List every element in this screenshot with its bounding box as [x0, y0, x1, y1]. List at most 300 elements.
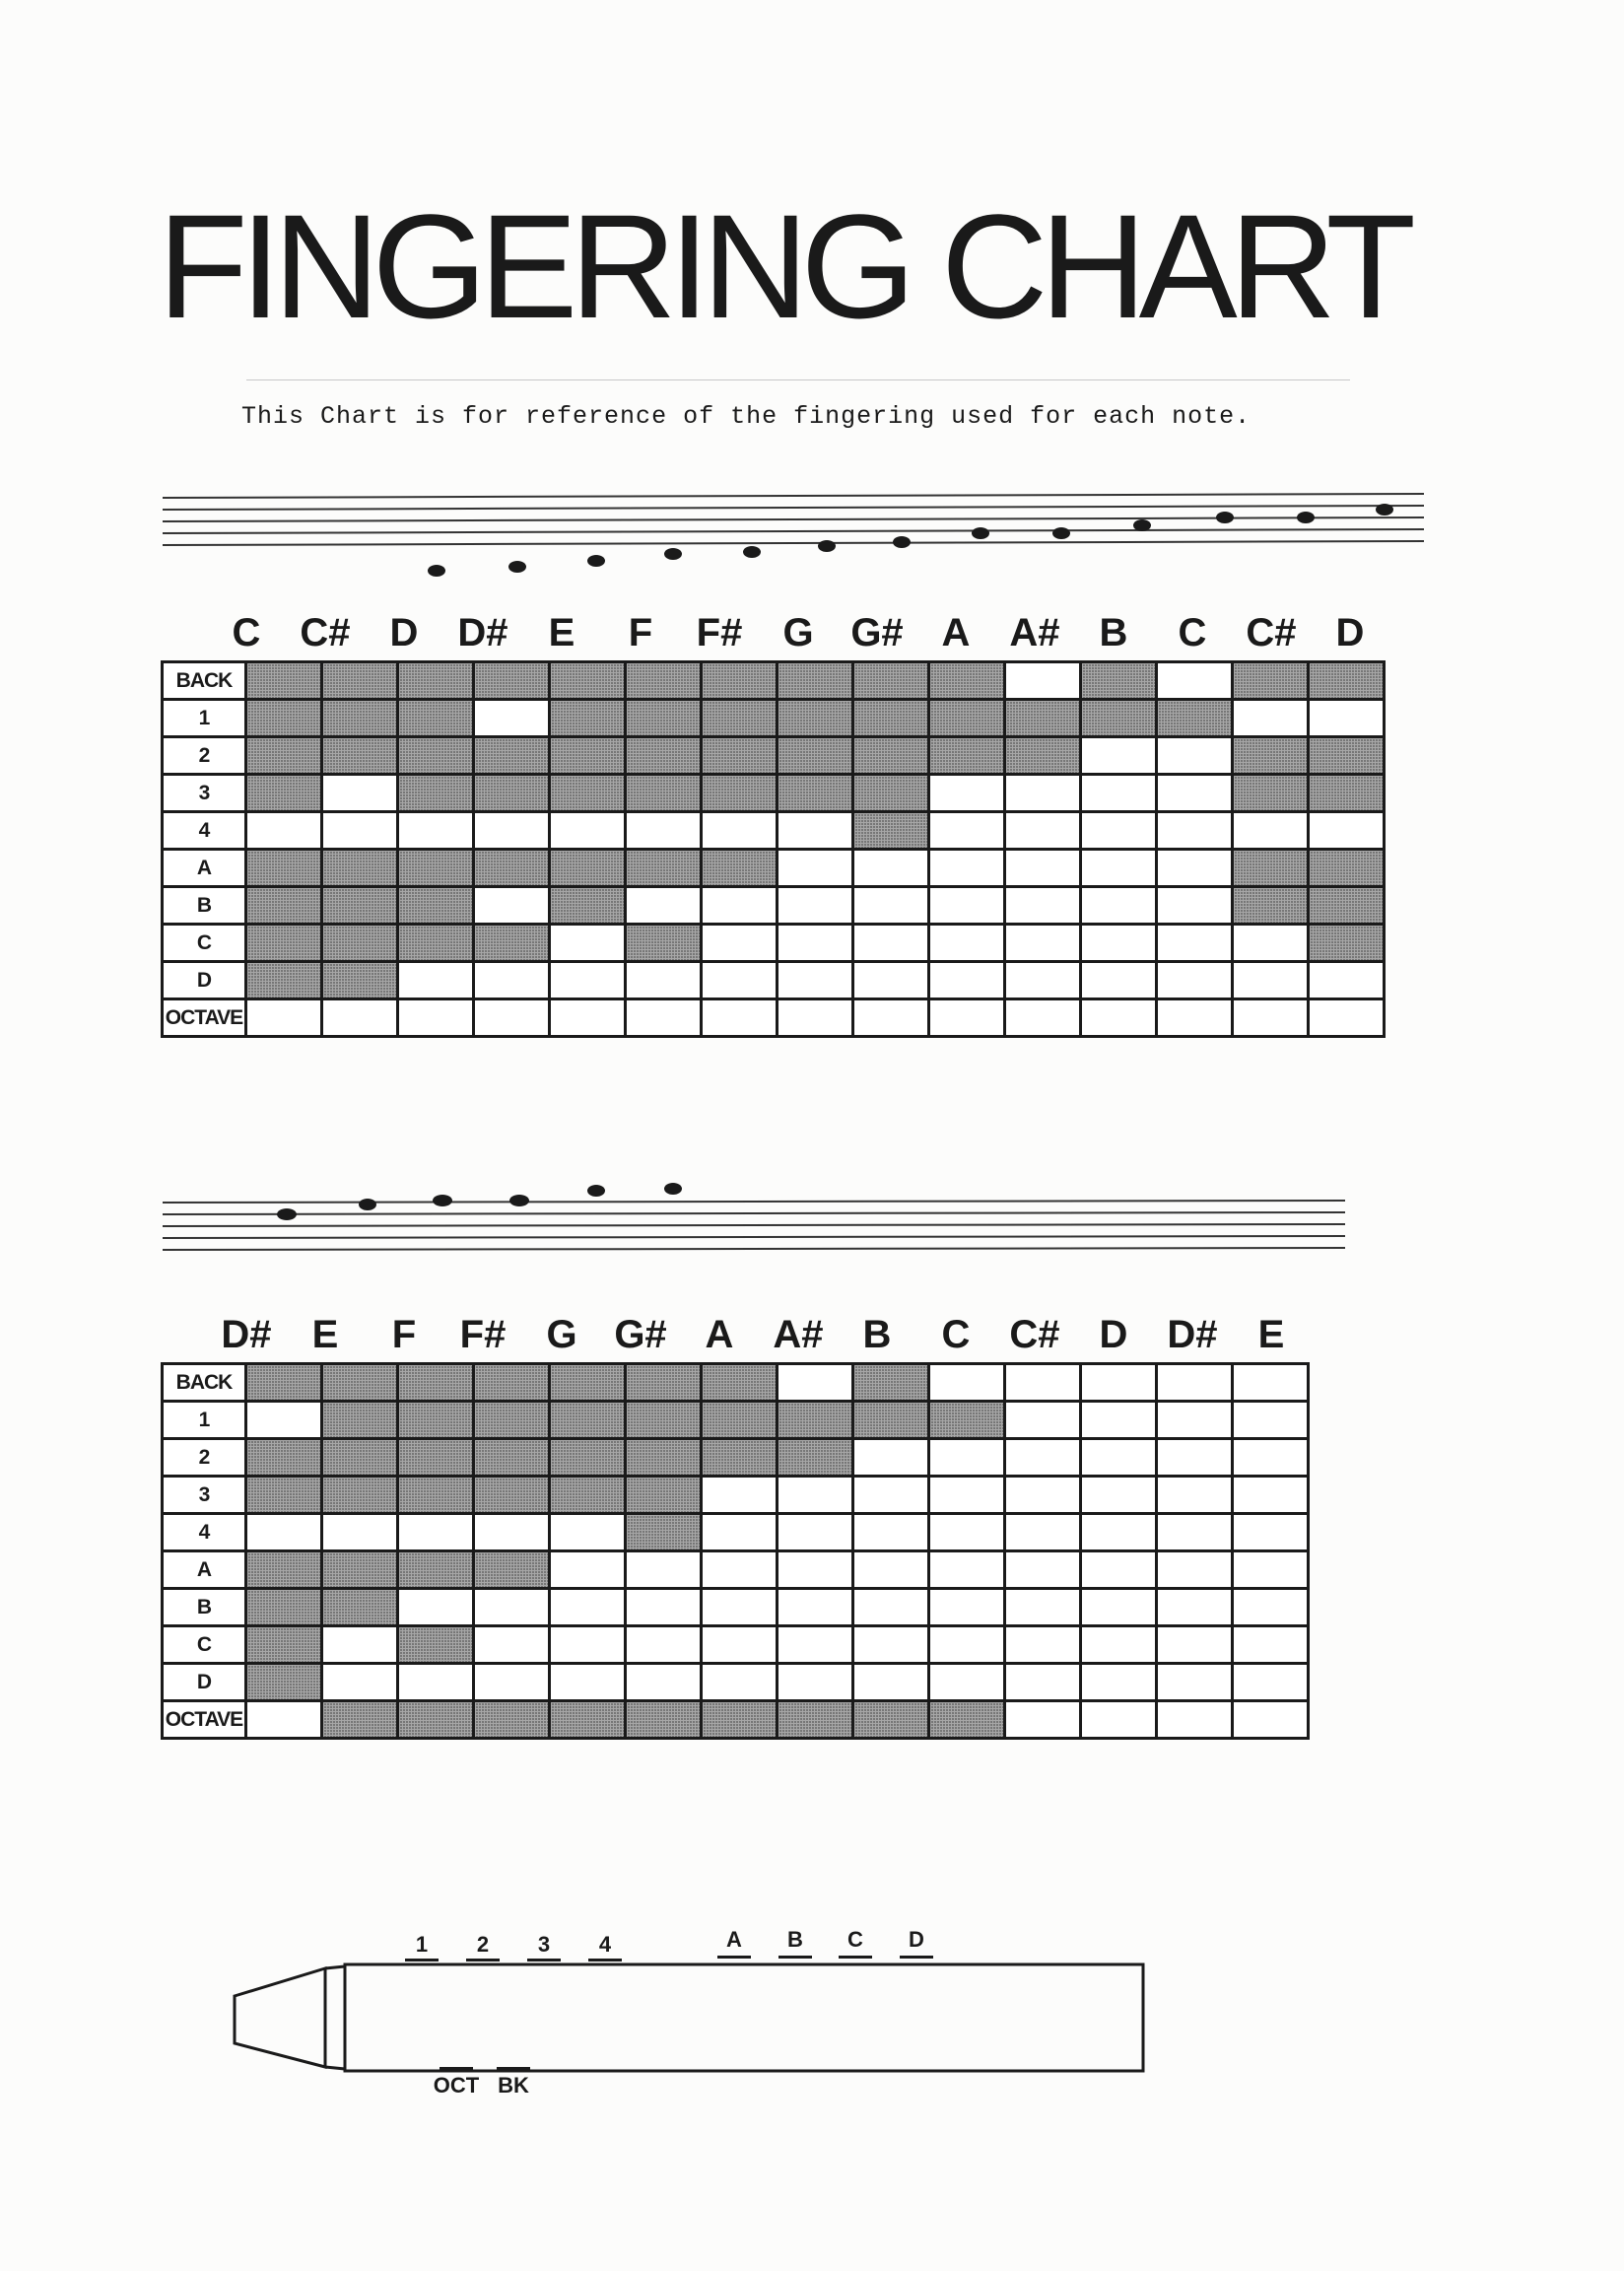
- cell-open: [853, 1551, 929, 1589]
- cell-closed: [702, 737, 778, 775]
- hole-mark: [778, 1956, 812, 1959]
- cell-open: [626, 1626, 702, 1664]
- cell-open: [1157, 1551, 1233, 1589]
- cell-closed: [626, 1402, 702, 1439]
- row-label: 2: [163, 1439, 246, 1477]
- row-label: A: [163, 1551, 246, 1589]
- hole-label: A: [726, 1927, 742, 1952]
- cell-open: [853, 887, 929, 925]
- cell-open: [398, 1664, 474, 1701]
- cell-closed: [702, 1402, 778, 1439]
- cell-closed: [626, 700, 702, 737]
- cell-closed: [246, 1477, 322, 1514]
- cell-open: [702, 1514, 778, 1551]
- cell-open: [1005, 662, 1081, 700]
- cell-open: [1081, 925, 1157, 962]
- cell-closed: [322, 1477, 398, 1514]
- hole-label: 2: [476, 1932, 490, 1957]
- row-label: OCTAVE: [163, 999, 246, 1037]
- cell-closed: [474, 850, 550, 887]
- note-head: [1297, 512, 1315, 523]
- cell-open: [1157, 1514, 1233, 1551]
- note-name: D#: [457, 611, 508, 654]
- cell-open: [1233, 812, 1309, 850]
- cell-closed: [1233, 850, 1309, 887]
- cell-open: [1233, 925, 1309, 962]
- cell-closed: [474, 775, 550, 812]
- cell-open: [778, 887, 853, 925]
- cell-closed: [322, 737, 398, 775]
- cell-open: [626, 999, 702, 1037]
- cell-open: [1005, 1402, 1081, 1439]
- hole-label: OCT: [433, 2073, 480, 2098]
- cell-closed: [398, 1402, 474, 1439]
- cell-open: [1233, 1589, 1309, 1626]
- note-name: E: [1257, 1313, 1285, 1356]
- note-name: C#: [300, 611, 351, 654]
- table-row: [163, 1589, 1309, 1626]
- cell-open: [1081, 850, 1157, 887]
- note-name: A: [941, 611, 971, 654]
- cell-open: [1157, 1402, 1233, 1439]
- table-row: [163, 1664, 1309, 1701]
- cell-open: [322, 812, 398, 850]
- cell-open: [778, 962, 853, 999]
- cell-open: [929, 925, 1005, 962]
- cell-open: [702, 1551, 778, 1589]
- note-name: E: [548, 611, 575, 654]
- cell-closed: [474, 1701, 550, 1739]
- cell-closed: [1005, 737, 1081, 775]
- cell-open: [1005, 1701, 1081, 1739]
- cell-closed: [398, 1439, 474, 1477]
- cell-closed: [1233, 887, 1309, 925]
- note-name: A: [705, 1313, 734, 1356]
- cell-closed: [929, 1701, 1005, 1739]
- cell-closed: [246, 887, 322, 925]
- table-row: [163, 1514, 1309, 1551]
- cell-closed: [702, 775, 778, 812]
- cell-open: [550, 1626, 626, 1664]
- hole-mark: [527, 1959, 561, 1961]
- cell-closed: [1309, 737, 1385, 775]
- fingering-table-1: [161, 660, 1386, 1038]
- cell-closed: [550, 662, 626, 700]
- note-head: [509, 1195, 529, 1206]
- table-row: [163, 1551, 1309, 1589]
- note-name: A#: [773, 1313, 824, 1356]
- cell-open: [1157, 1364, 1233, 1402]
- cell-open: [550, 812, 626, 850]
- cell-closed: [474, 662, 550, 700]
- cell-open: [1081, 1701, 1157, 1739]
- cell-closed: [322, 662, 398, 700]
- cell-closed: [474, 1439, 550, 1477]
- note-name: F#: [696, 611, 743, 654]
- cell-closed: [322, 1402, 398, 1439]
- table-row: [163, 1477, 1309, 1514]
- hole-mark: [405, 1959, 439, 1961]
- cell-open: [1157, 962, 1233, 999]
- cell-open: [853, 1664, 929, 1701]
- note-names-2: [221, 1313, 1377, 1362]
- cell-open: [1233, 1701, 1309, 1739]
- hole-mark: [466, 1959, 500, 1961]
- cell-open: [1081, 737, 1157, 775]
- cell-open: [1157, 1701, 1233, 1739]
- cell-open: [1005, 925, 1081, 962]
- cell-open: [702, 925, 778, 962]
- cell-open: [1157, 737, 1233, 775]
- cell-closed: [778, 1701, 853, 1739]
- cell-closed: [246, 700, 322, 737]
- cell-open: [1157, 925, 1233, 962]
- cell-open: [398, 962, 474, 999]
- hole-label: B: [787, 1927, 803, 1952]
- cell-open: [1005, 1364, 1081, 1402]
- cell-closed: [398, 925, 474, 962]
- cell-open: [474, 812, 550, 850]
- cell-closed: [626, 1477, 702, 1514]
- cell-closed: [853, 662, 929, 700]
- cell-open: [929, 1439, 1005, 1477]
- note-head: [893, 536, 911, 548]
- hole-mark: [497, 2067, 530, 2070]
- cell-open: [550, 1664, 626, 1701]
- cell-open: [1005, 1514, 1081, 1551]
- cell-open: [778, 999, 853, 1037]
- cell-closed: [398, 700, 474, 737]
- note-name: C: [1178, 611, 1207, 654]
- cell-closed: [246, 1626, 322, 1664]
- cell-open: [398, 1589, 474, 1626]
- row-label: D: [163, 962, 246, 999]
- cell-open: [702, 1589, 778, 1626]
- cell-closed: [474, 1364, 550, 1402]
- cell-closed: [1309, 662, 1385, 700]
- cell-open: [322, 999, 398, 1037]
- hole-mark: [900, 1956, 933, 1959]
- cell-closed: [246, 1364, 322, 1402]
- cell-closed: [246, 662, 322, 700]
- note-head: [1216, 512, 1234, 523]
- cell-closed: [626, 775, 702, 812]
- cell-closed: [702, 700, 778, 737]
- cell-open: [398, 1514, 474, 1551]
- cell-closed: [626, 925, 702, 962]
- cell-open: [1005, 1589, 1081, 1626]
- cell-open: [853, 1477, 929, 1514]
- cell-open: [929, 1589, 1005, 1626]
- note-name: F#: [459, 1313, 507, 1356]
- note-head: [743, 546, 761, 558]
- cell-open: [626, 887, 702, 925]
- row-label: 2: [163, 737, 246, 775]
- cell-open: [778, 812, 853, 850]
- note-name: D#: [1167, 1313, 1218, 1356]
- hole-mark: [588, 1959, 622, 1961]
- cell-open: [1157, 999, 1233, 1037]
- cell-open: [1081, 1551, 1157, 1589]
- cell-open: [929, 887, 1005, 925]
- table-row: [163, 662, 1385, 700]
- title-rule: [246, 379, 1350, 380]
- cell-closed: [398, 850, 474, 887]
- row-label: BACK: [163, 662, 246, 700]
- note-head: [1376, 504, 1393, 516]
- cell-open: [246, 999, 322, 1037]
- cell-open: [474, 962, 550, 999]
- cell-closed: [550, 1439, 626, 1477]
- note-name: C: [232, 611, 261, 654]
- cell-open: [474, 887, 550, 925]
- cell-closed: [398, 1551, 474, 1589]
- note-name: G: [546, 1313, 577, 1356]
- cell-open: [1081, 1402, 1157, 1439]
- cell-closed: [322, 1701, 398, 1739]
- cell-closed: [778, 737, 853, 775]
- table-row: [163, 1439, 1309, 1477]
- cell-closed: [398, 775, 474, 812]
- cell-open: [1233, 1664, 1309, 1701]
- note-name: C#: [1009, 1313, 1060, 1356]
- table-row: [163, 1402, 1309, 1439]
- note-head: [359, 1199, 376, 1210]
- cell-open: [398, 999, 474, 1037]
- table-row: [163, 925, 1385, 962]
- cell-open: [474, 1589, 550, 1626]
- table-row: [163, 737, 1385, 775]
- note-name: C: [941, 1313, 971, 1356]
- cell-open: [1081, 1626, 1157, 1664]
- cell-open: [1081, 999, 1157, 1037]
- cell-open: [1233, 1626, 1309, 1664]
- cell-closed: [929, 700, 1005, 737]
- cell-open: [1081, 962, 1157, 999]
- cell-closed: [702, 1701, 778, 1739]
- cell-closed: [626, 850, 702, 887]
- note-head: [433, 1195, 452, 1206]
- cell-open: [322, 1514, 398, 1551]
- cell-open: [1081, 1439, 1157, 1477]
- note-name: G#: [850, 611, 904, 654]
- cell-open: [702, 1626, 778, 1664]
- cell-open: [1157, 887, 1233, 925]
- cell-open: [1233, 962, 1309, 999]
- cell-open: [1157, 850, 1233, 887]
- cell-closed: [246, 1664, 322, 1701]
- note-name: F: [628, 611, 653, 654]
- cell-open: [853, 1439, 929, 1477]
- cell-closed: [778, 700, 853, 737]
- cell-open: [474, 1514, 550, 1551]
- table-row: [163, 850, 1385, 887]
- cell-open: [1005, 962, 1081, 999]
- hole-label: C: [847, 1927, 863, 1952]
- cell-closed: [626, 662, 702, 700]
- cell-closed: [398, 1477, 474, 1514]
- cell-open: [929, 1477, 1005, 1514]
- table-row: [163, 1364, 1309, 1402]
- row-label: D: [163, 1664, 246, 1701]
- cell-closed: [1309, 850, 1385, 887]
- note-name: D: [1099, 1313, 1128, 1356]
- cell-open: [1081, 1589, 1157, 1626]
- cell-closed: [778, 1439, 853, 1477]
- instrument-outline: [227, 1947, 1173, 2095]
- cell-closed: [853, 1402, 929, 1439]
- cell-open: [853, 999, 929, 1037]
- note-name: D: [389, 611, 419, 654]
- cell-closed: [853, 737, 929, 775]
- cell-open: [929, 1364, 1005, 1402]
- cell-closed: [550, 1364, 626, 1402]
- cell-open: [322, 775, 398, 812]
- note-head: [277, 1208, 297, 1220]
- cell-open: [853, 1626, 929, 1664]
- note-name: A#: [1009, 611, 1060, 654]
- cell-closed: [702, 662, 778, 700]
- cell-open: [626, 1589, 702, 1626]
- cell-closed: [626, 737, 702, 775]
- cell-open: [1157, 1589, 1233, 1626]
- cell-open: [1005, 1664, 1081, 1701]
- cell-open: [1005, 850, 1081, 887]
- row-label: B: [163, 1589, 246, 1626]
- cell-closed: [246, 962, 322, 999]
- table-row: [163, 1701, 1309, 1739]
- cell-closed: [322, 962, 398, 999]
- cell-closed: [626, 1439, 702, 1477]
- cell-open: [1157, 1439, 1233, 1477]
- cell-closed: [778, 1402, 853, 1439]
- cell-open: [929, 1514, 1005, 1551]
- cell-open: [1157, 775, 1233, 812]
- cell-open: [474, 999, 550, 1037]
- cell-open: [626, 1664, 702, 1701]
- cell-open: [702, 812, 778, 850]
- cell-closed: [246, 775, 322, 812]
- cell-closed: [550, 737, 626, 775]
- cell-open: [1081, 1664, 1157, 1701]
- cell-open: [550, 999, 626, 1037]
- cell-closed: [398, 1626, 474, 1664]
- cell-open: [778, 1589, 853, 1626]
- cell-open: [1081, 1477, 1157, 1514]
- cell-closed: [474, 1551, 550, 1589]
- hole-label: BK: [498, 2073, 529, 2098]
- cell-open: [246, 1514, 322, 1551]
- note-head: [587, 555, 605, 567]
- cell-open: [853, 1514, 929, 1551]
- cell-open: [853, 1589, 929, 1626]
- cell-closed: [246, 1439, 322, 1477]
- subtitle: This Chart is for reference of the fingering used for each note.: [241, 402, 1252, 431]
- cell-open: [1309, 700, 1385, 737]
- cell-open: [778, 925, 853, 962]
- cell-closed: [322, 1589, 398, 1626]
- cell-open: [929, 1664, 1005, 1701]
- cell-closed: [474, 737, 550, 775]
- instrument-diagram: [227, 1927, 1173, 2098]
- cell-open: [246, 1402, 322, 1439]
- page-title: FINGERING CHART: [158, 183, 1408, 349]
- note-name: D#: [221, 1313, 272, 1356]
- row-label: 4: [163, 1514, 246, 1551]
- note-names-1: [232, 611, 1426, 660]
- row-label: A: [163, 850, 246, 887]
- cell-closed: [246, 850, 322, 887]
- cell-open: [778, 1664, 853, 1701]
- cell-closed: [1233, 775, 1309, 812]
- cell-open: [474, 1664, 550, 1701]
- cell-closed: [398, 662, 474, 700]
- cell-closed: [702, 1439, 778, 1477]
- cell-open: [778, 1514, 853, 1551]
- cell-closed: [246, 925, 322, 962]
- table-row: [163, 887, 1385, 925]
- cell-open: [929, 1626, 1005, 1664]
- cell-closed: [626, 1514, 702, 1551]
- cell-open: [1005, 1477, 1081, 1514]
- cell-closed: [929, 737, 1005, 775]
- table-row: [163, 962, 1385, 999]
- cell-open: [1081, 1514, 1157, 1551]
- cell-open: [626, 812, 702, 850]
- cell-open: [1081, 812, 1157, 850]
- note-head: [428, 565, 445, 577]
- cell-closed: [853, 700, 929, 737]
- cell-open: [702, 1664, 778, 1701]
- cell-open: [1005, 812, 1081, 850]
- table-row: [163, 700, 1385, 737]
- note-name: B: [862, 1313, 892, 1356]
- cell-open: [474, 1626, 550, 1664]
- cell-closed: [322, 887, 398, 925]
- cell-open: [1157, 1626, 1233, 1664]
- cell-open: [1233, 1402, 1309, 1439]
- hole-mark: [440, 2067, 473, 2070]
- cell-open: [1233, 1439, 1309, 1477]
- cell-open: [778, 850, 853, 887]
- cell-open: [322, 1664, 398, 1701]
- cell-closed: [398, 1364, 474, 1402]
- cell-open: [929, 962, 1005, 999]
- cell-open: [1005, 887, 1081, 925]
- note-name: F: [391, 1313, 417, 1356]
- note-head: [1052, 527, 1070, 539]
- cell-closed: [626, 1364, 702, 1402]
- cell-open: [1005, 1551, 1081, 1589]
- note-head: [664, 548, 682, 560]
- cell-closed: [550, 775, 626, 812]
- note-head: [818, 540, 836, 552]
- cell-open: [1081, 775, 1157, 812]
- cell-closed: [322, 925, 398, 962]
- cell-closed: [322, 1551, 398, 1589]
- cell-open: [1309, 962, 1385, 999]
- cell-open: [1309, 812, 1385, 850]
- cell-closed: [246, 737, 322, 775]
- cell-open: [1157, 662, 1233, 700]
- cell-open: [626, 962, 702, 999]
- cell-closed: [778, 662, 853, 700]
- note-name: G: [782, 611, 814, 654]
- note-head: [508, 561, 526, 573]
- cell-closed: [398, 887, 474, 925]
- cell-open: [1233, 1364, 1309, 1402]
- cell-closed: [398, 1701, 474, 1739]
